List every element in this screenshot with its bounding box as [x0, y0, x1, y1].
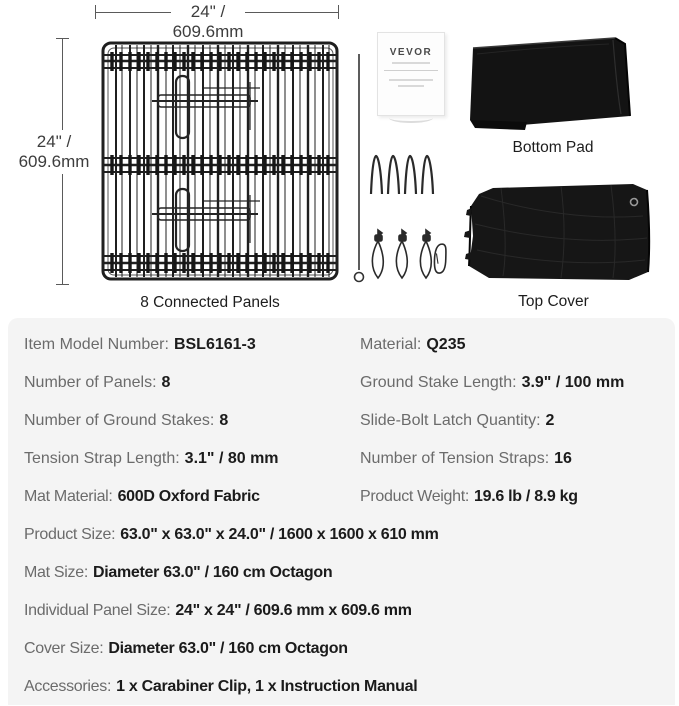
panel-stack-illustration [100, 38, 340, 284]
spec-label: Ground Stake Length: [360, 374, 517, 391]
spec-label: Item Model Number: [24, 336, 169, 353]
bottom-pad-image [465, 34, 635, 132]
spec-value: 8 [161, 374, 171, 391]
spec-row-strap-length-count [8, 440, 675, 478]
top-cover-image [461, 176, 653, 288]
dimension-tick [56, 38, 69, 39]
spec-row-panel-size [8, 592, 675, 630]
vevor-logo: VEVOR [389, 47, 433, 58]
spec-row-stakes-latches [8, 402, 675, 440]
tension-strap-icon [420, 230, 431, 278]
spec-value: 19.6 lb / 8.9 kg [474, 488, 578, 505]
height-dimension-line1: 24" / [36, 132, 72, 151]
spec-row-mat-weight [8, 478, 675, 516]
spec-value: 63.0" x 63.0" x 24.0" / 1600 x 1600 x 610 mm [120, 526, 439, 543]
dimension-line [95, 12, 171, 13]
manual-rule [384, 70, 438, 71]
spec-row-cover-size [8, 630, 675, 668]
slide-bolt-latch-icon [152, 76, 260, 138]
spec-label: Product Weight: [360, 488, 470, 505]
panels-caption: 8 Connected Panels [140, 294, 280, 311]
width-dimension-label [171, 2, 245, 42]
spec-value: 16 [554, 450, 572, 467]
slide-bolt-latch-icon [152, 189, 260, 251]
width-dimension-annotation [95, 2, 339, 42]
spec-label: Number of Panels: [24, 374, 157, 391]
spec-label: Tension Strap Length: [24, 450, 180, 467]
spec-value: BSL6161-3 [173, 336, 256, 353]
dimension-tick [338, 5, 339, 19]
spec-label: Accessories: [24, 678, 112, 695]
spec-value: 1 x Carabiner Clip, 1 x Instruction Manual [116, 678, 418, 695]
spec-label: Mat Size: [24, 564, 88, 581]
spec-row-mat-size [8, 554, 675, 592]
spec-label: Material: [360, 336, 422, 353]
top-cover-caption: Top Cover [518, 293, 589, 310]
spec-value: 8 [219, 412, 229, 429]
spec-label: Mat Material: [24, 488, 113, 505]
spec-label: Slide-Bolt Latch Quantity: [360, 412, 541, 429]
tension-strap-icon [372, 230, 383, 278]
spec-value: 3.1" / 80 mm [184, 450, 279, 467]
manual-tagline-bar [392, 62, 430, 64]
spec-value: Q235 [426, 336, 466, 353]
spec-row-panels-stake-length [8, 364, 675, 402]
dimension-tick [56, 284, 69, 285]
height-dimension-label [8, 130, 100, 174]
instruction-manual [377, 32, 445, 116]
bottom-pad-caption: Bottom Pad [512, 139, 594, 156]
spec-value: Diameter 63.0" / 160 cm Octagon [93, 564, 333, 581]
spec-label: Individual Panel Size: [24, 602, 171, 619]
width-dimension-line2: 609.6mm [172, 22, 244, 41]
height-dimension-line2: 609.6mm [18, 152, 90, 171]
width-dimension-line1: 24" / [190, 2, 226, 21]
tension-strap-icon [396, 230, 407, 278]
manual-text-bar [389, 79, 433, 81]
manual-text-bar [398, 85, 424, 87]
spec-label: Number of Tension Straps: [360, 450, 550, 467]
carabiner-clip-icon [432, 243, 448, 273]
connecting-rod-icon [352, 50, 366, 288]
spec-label: Cover Size: [24, 640, 104, 657]
tension-straps-icon [368, 228, 450, 284]
spec-value: 600D Oxford Fabric [117, 488, 260, 505]
spec-sheet [8, 318, 675, 705]
spec-value: 2 [545, 412, 555, 429]
spec-value: 24" x 24" / 609.6 mm x 609.6 mm [175, 602, 412, 619]
spec-label: Number of Ground Stakes: [24, 412, 215, 429]
spec-label: Product Size: [24, 526, 116, 543]
spec-row-model-material [8, 326, 675, 364]
dimension-tick [95, 5, 96, 19]
spec-value: Diameter 63.0" / 160 cm Octagon [108, 640, 348, 657]
ground-stakes-icon [369, 152, 441, 196]
spec-value: 3.9" / 100 mm [521, 374, 625, 391]
spec-row-product-size [8, 516, 675, 554]
dimension-line [245, 12, 339, 13]
manual-fold-mark [389, 113, 433, 123]
spec-row-accessories [8, 668, 675, 706]
